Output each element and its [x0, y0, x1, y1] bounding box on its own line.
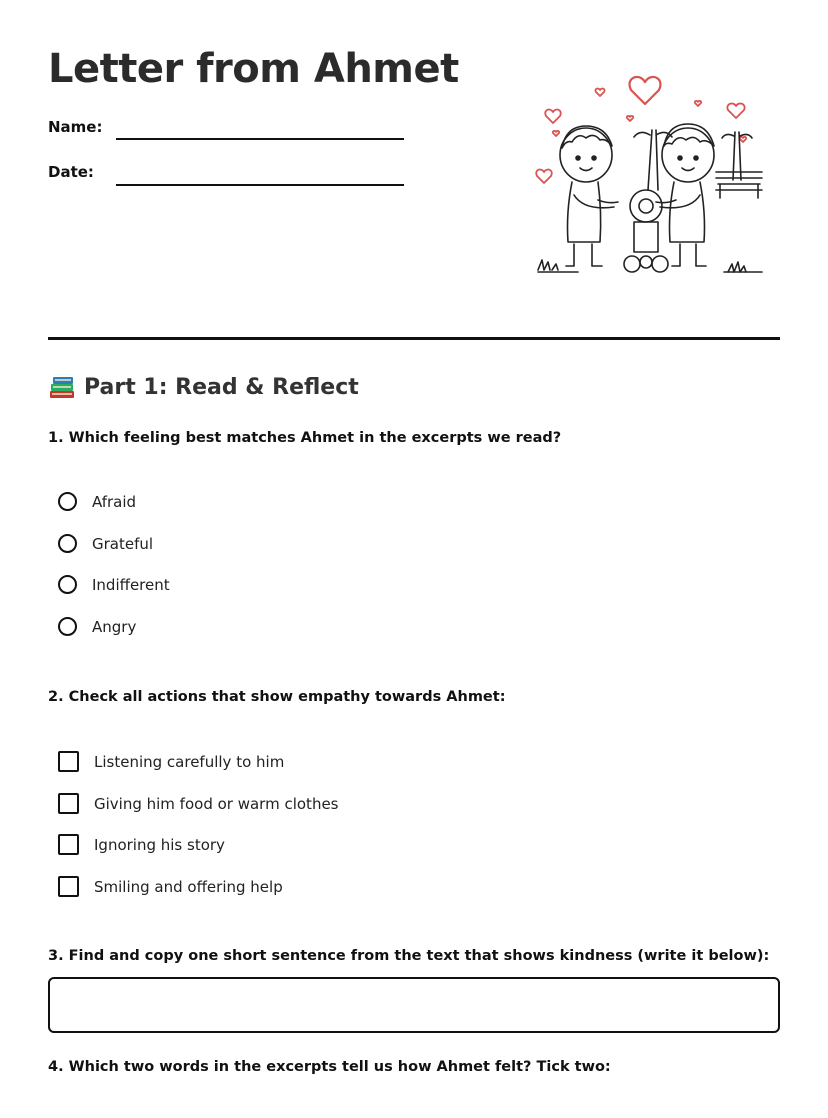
q1-option-angry[interactable] — [58, 617, 136, 636]
q1-option-grateful[interactable] — [58, 534, 153, 553]
section-divider — [48, 337, 780, 340]
option-label: Angry — [92, 617, 137, 636]
part1-heading-text: Part 1: Read & Reflect — [84, 374, 359, 400]
q2-option-smiling[interactable] — [58, 876, 283, 897]
checkbox[interactable] — [58, 834, 79, 855]
name-label: Name: — [48, 118, 103, 136]
q1-option-indifferent[interactable] — [58, 575, 170, 594]
checkbox[interactable] — [58, 793, 79, 814]
checkbox[interactable] — [58, 876, 79, 897]
radio-button[interactable] — [58, 575, 77, 594]
radio-button[interactable] — [58, 617, 77, 636]
date-label: Date: — [48, 163, 94, 181]
option-label: Giving him food or warm clothes — [94, 794, 339, 813]
question-3: 3. Find and copy one short sentence from the text that shows kindness (write it below): — [48, 948, 770, 964]
part1-heading — [48, 374, 359, 400]
q2-option-listening[interactable] — [58, 751, 284, 772]
radio-button[interactable] — [58, 492, 77, 511]
question-1: 1. Which feeling best matches Ahmet in the excerpts we read? — [48, 430, 562, 446]
option-label: Afraid — [92, 492, 137, 511]
q2-option-food[interactable] — [58, 793, 339, 814]
kindness-sentence-input[interactable] — [48, 977, 780, 1033]
option-label: Listening carefully to him — [94, 752, 285, 771]
question-4: 4. Which two words in the excerpts tell us how Ahmet felt? Tick two: — [48, 1059, 611, 1075]
option-label: Ignoring his story — [94, 835, 225, 854]
q1-option-afraid[interactable] — [58, 492, 136, 511]
two-boys-illustration — [528, 60, 768, 285]
option-label: Smiling and offering help — [94, 877, 283, 896]
option-label: Grateful — [92, 534, 154, 553]
checkbox[interactable] — [58, 751, 79, 772]
radio-button[interactable] — [58, 534, 77, 553]
name-field[interactable] — [116, 138, 404, 140]
hearts-decoration — [536, 77, 746, 183]
books-icon — [48, 374, 76, 400]
q2-option-ignoring[interactable] — [58, 834, 225, 855]
page-title: Letter from Ahmet — [48, 46, 459, 92]
date-field[interactable] — [116, 184, 404, 186]
question-2: 2. Check all actions that show empathy towards Ahmet: — [48, 689, 506, 705]
option-label: Indifferent — [92, 575, 170, 594]
